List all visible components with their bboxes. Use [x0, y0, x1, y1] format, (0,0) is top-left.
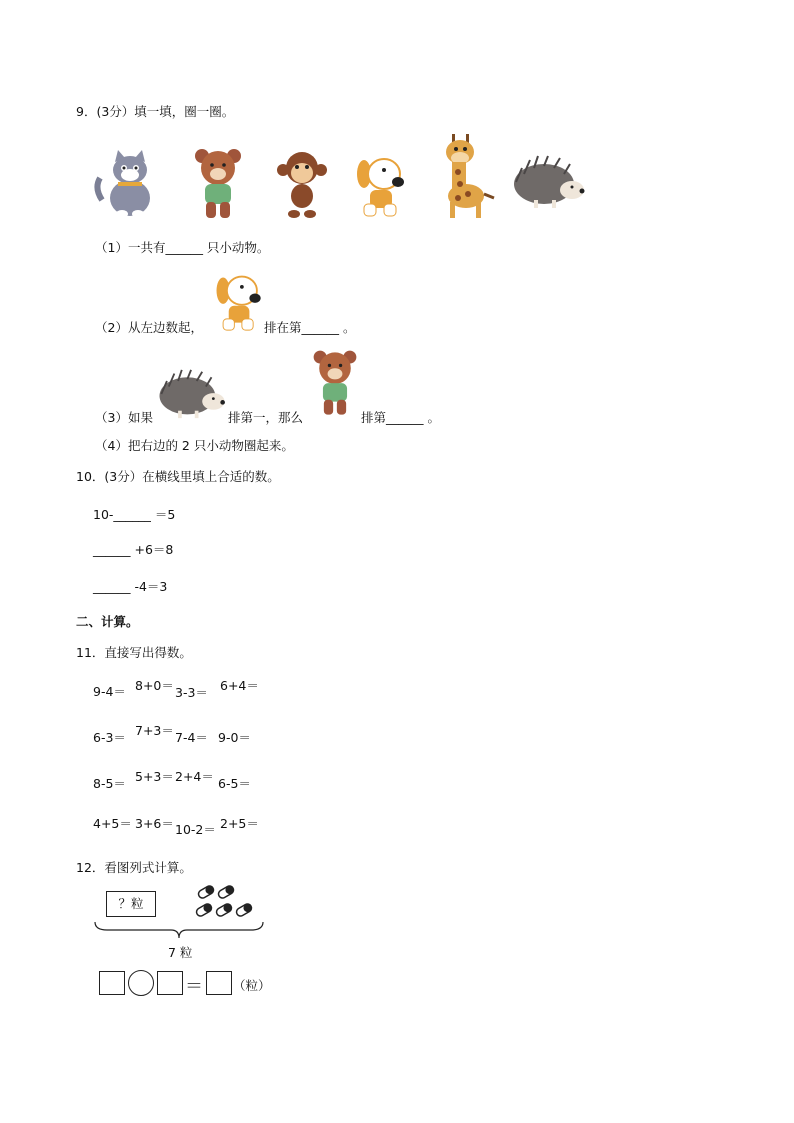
- q9-part3-middle: 排第一，那么: [228, 410, 304, 425]
- answer-box-result[interactable]: [206, 971, 232, 995]
- q10-line-2: ______ +6＝8: [93, 542, 174, 557]
- monkey-icon: [277, 150, 327, 220]
- bear-icon: [309, 348, 361, 420]
- q10-line-1: 10-______ ＝5: [93, 507, 176, 522]
- cat-icon: [92, 148, 164, 220]
- unknown-count-label: ？粒: [118, 896, 144, 911]
- unit-label: （粒）: [233, 978, 271, 993]
- calc-item: 7+3＝: [135, 723, 174, 738]
- calc-item: 6-5＝: [218, 776, 251, 791]
- dog-icon: [354, 152, 410, 218]
- calc-item: 6+4＝: [220, 678, 259, 693]
- calc-item: 4+5＝: [93, 816, 132, 831]
- calc-item: 9-0＝: [218, 730, 251, 745]
- giraffe-icon: [438, 132, 498, 220]
- q9-part3-prefix: （3）如果: [95, 410, 153, 425]
- calc-item: 3-3＝: [175, 685, 208, 700]
- q10-title: 10．(3分）在横线里填上合适的数。: [76, 469, 280, 484]
- q10-line-3: ______ -4＝3: [93, 579, 168, 594]
- calc-item: 6-3＝: [93, 730, 126, 745]
- calc-item: 5+3＝: [135, 769, 174, 784]
- dog-icon: [212, 270, 268, 332]
- total-label: 7 粒: [168, 945, 193, 960]
- section-2-title: 二、计算。: [76, 614, 139, 629]
- q9-title: 9．(3分）填一填，圈一圈。: [76, 104, 235, 119]
- calc-item: 3+6＝: [135, 816, 174, 831]
- calc-item: 2+4＝: [175, 769, 214, 784]
- q9-part4: （4）把右边的 2 只小动物圈起来。: [95, 438, 294, 453]
- answer-box-2[interactable]: [157, 971, 183, 995]
- q9-part3-suffix: 排第______ 。: [361, 410, 440, 425]
- operator-circle[interactable]: [128, 970, 154, 996]
- q9-part1: （1）一共有______ 只小动物。: [95, 240, 270, 255]
- calc-item: 10-2＝: [175, 822, 216, 837]
- bear-icon: [190, 148, 246, 222]
- answer-box-1[interactable]: [99, 971, 125, 995]
- q9-part2-prefix: （2）从左边数起，: [95, 320, 203, 335]
- total-brace-icon: [93, 920, 265, 940]
- q11-title: 11．直接写出得数。: [76, 645, 192, 660]
- hedgehog-icon: [512, 154, 586, 210]
- hedgehog-icon: [156, 368, 228, 420]
- calc-item: 9-4＝: [93, 684, 126, 699]
- q12-title: 12．看图列式计算。: [76, 860, 192, 875]
- unknown-count-box: [106, 891, 156, 917]
- calc-item: 8+0＝: [135, 678, 174, 693]
- calc-item: 8-5＝: [93, 776, 126, 791]
- calc-item: 2+5＝: [220, 816, 259, 831]
- q9-part2-suffix: 排在第______ 。: [264, 320, 356, 335]
- calc-item: 7-4＝: [175, 730, 208, 745]
- equals-sign: ＝: [185, 976, 203, 997]
